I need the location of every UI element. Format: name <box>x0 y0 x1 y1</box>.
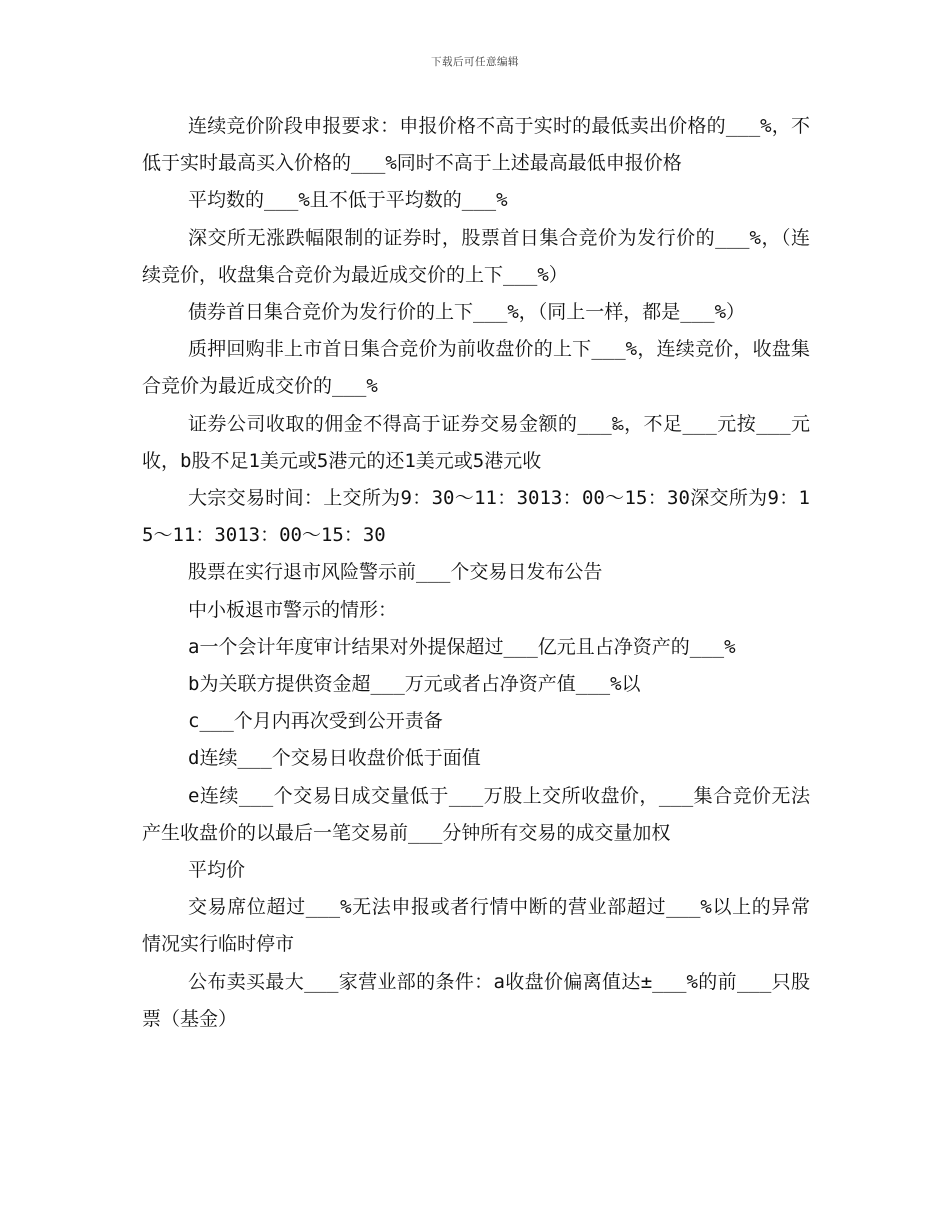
document-body <box>142 108 810 1038</box>
paragraph-temporary-halt: 交易席位超过___%无法申报或者行情中断的营业部超过___%以上的异常情况实行临时停市 <box>142 896 810 956</box>
paragraph-continuous-bidding: 连续竞价阶段申报要求：申报价格不高于实时的最低卖出价格的___%，不低于实时最高买入价格的___%同时不高于上述最高最低申报价格 <box>142 115 810 175</box>
paragraph-top-brokers: 公布卖买最大___家营业部的条件：a收盘价偏离值达±___%的前___只股票（基金） <box>142 970 810 1030</box>
paragraph-item-e: e连续___个交易日成交量低于___万股上交所收盘价，___集合竞价无法产生收盘价的以最后一笔交易前___分钟所有交易的成交量加权 <box>142 784 810 844</box>
paragraph-szse-no-limit: 深交所无涨跌幅限制的证券时，股票首日集合竞价为发行价的___%，（连续竞价，收盘集合竞价为最近成交价的上下___%） <box>142 226 810 286</box>
paragraph-item-c: c___个月内再次受到公开责备 <box>188 710 443 733</box>
paragraph-average-price: 平均价 <box>188 859 246 882</box>
paragraph-item-a: a一个会计年度审计结果对外提保超过___亿元且占净资产的___% <box>188 635 736 658</box>
paragraph-bond-first-day: 债券首日集合竞价为发行价的上下___%，（同上一样，都是___%） <box>188 301 746 324</box>
paragraph-block-trade-time: 大宗交易时间：上交所为9：30～11：3013：00～15：30深交所为9：15～11：3013：00～15：30 <box>142 487 810 547</box>
paragraph-delisting-notice: 股票在实行退市风险警示前___个交易日发布公告 <box>188 561 603 584</box>
paragraph-item-b: b为关联方提供资金超___万元或者占净资产值___%以 <box>188 673 641 696</box>
paragraph-sme-warning-title: 中小板退市警示的情形： <box>188 598 398 621</box>
paragraph-commission: 证券公司收取的佣金不得高于证券交易金额的___‰，不足___元按___元收，b股不足1美元或5港元的还1美元或5港元收 <box>142 412 810 472</box>
page-header: 下载后可任意编辑 <box>431 56 519 68</box>
paragraph-item-d: d连续___个交易日收盘价低于面值 <box>188 747 481 770</box>
paragraph-repo-first-day: 质押回购非上市首日集合竞价为前收盘价的上下___%，连续竞价，收盘集合竞价为最近成交价的___% <box>142 338 810 398</box>
paragraph-average: 平均数的___%且不低于平均数的___% <box>188 189 508 212</box>
